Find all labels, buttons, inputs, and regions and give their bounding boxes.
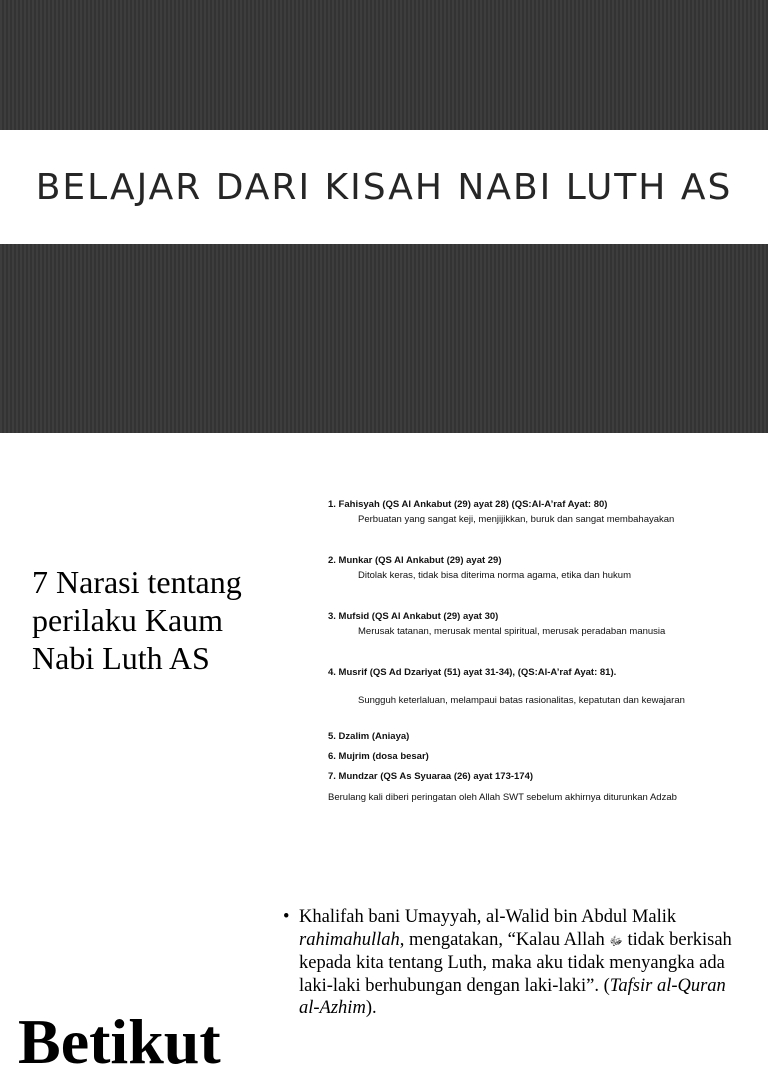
title-slide <box>0 0 768 433</box>
quote-part: ). <box>365 998 377 1018</box>
next-heading: Betikut <box>18 1006 221 1077</box>
list-item-desc: Merusak tatanan, merusak mental spiritual, merusak peradaban manusia <box>358 626 666 637</box>
list-item <box>328 499 674 525</box>
quote-slide <box>0 873 768 1024</box>
quote-block <box>283 906 733 1020</box>
quote-text <box>283 906 733 1020</box>
list-item-head: 7. Mundzar (QS As Syuaraa (26) ayat 173-174) <box>328 771 534 782</box>
list-item-desc: Perbuatan yang sangat keji, menjijikkan, buruk dan sangat membahayakan <box>358 514 675 525</box>
title-band <box>0 130 768 244</box>
list-item <box>328 555 631 581</box>
salawat-icon: ﷻ <box>609 933 623 948</box>
quote-italic: rahimahullah <box>299 929 400 950</box>
list-item-head: 5. Dzalim (Aniaya) <box>328 731 410 742</box>
bullet-icon: • <box>283 907 290 927</box>
list-item <box>328 751 429 762</box>
list-item-head: 6. Mujrim (dosa besar) <box>328 751 429 762</box>
quote-italic: Tafsir al-Quran al-Azhim <box>299 975 726 1018</box>
narasi-heading: 7 Narasi tentang perilaku Kaum Nabi Luth AS <box>32 564 242 676</box>
list-item-head: 3. Mufsid (QS Al Ankabut (29) ayat 30) <box>328 611 499 622</box>
list-footer: Berulang kali diberi peringatan oleh Allah SWT sebelum akhirnya diturunkan Adzab <box>328 792 677 803</box>
list-item-desc: Ditolak keras, tidak bisa diterima norma agama, etika dan hukum <box>358 570 631 581</box>
narasi-slide <box>0 433 768 873</box>
list-item-head: 2. Munkar (QS Al Ankabut (29) ayat 29) <box>328 555 502 566</box>
list-item-desc: Sungguh keterlaluan, melampaui batas rasionalitas, kepatutan dan kewajaran <box>358 695 685 706</box>
list-item-head: 4. Musrif (QS Ad Dzariyat (51) ayat 31-34), (QS:Al-A’raf Ayat: 81). <box>328 667 617 678</box>
quote-part: tidak berkisah kepada kita tentang Luth, maka aku tidak menyangka ada laki-laki berhubungan dengan laki-laki”. ( <box>299 929 732 996</box>
quote-part: Khalifah bani Umayyah, al-Walid bin Abdul Malik <box>299 907 677 927</box>
quote-part: , mengatakan, “Kalau Allah <box>399 929 610 950</box>
list-item <box>328 611 665 637</box>
list-item <box>328 731 409 742</box>
list-item-head: 1. Fahisyah (QS Al Ankabut (29) ayat 28) (QS:Al-A’raf Ayat: 80) <box>328 499 608 510</box>
list-item <box>328 771 533 782</box>
list-item <box>328 667 685 706</box>
slide-title: BELAJAR DARI KISAH NABI LUTH AS <box>35 166 733 208</box>
